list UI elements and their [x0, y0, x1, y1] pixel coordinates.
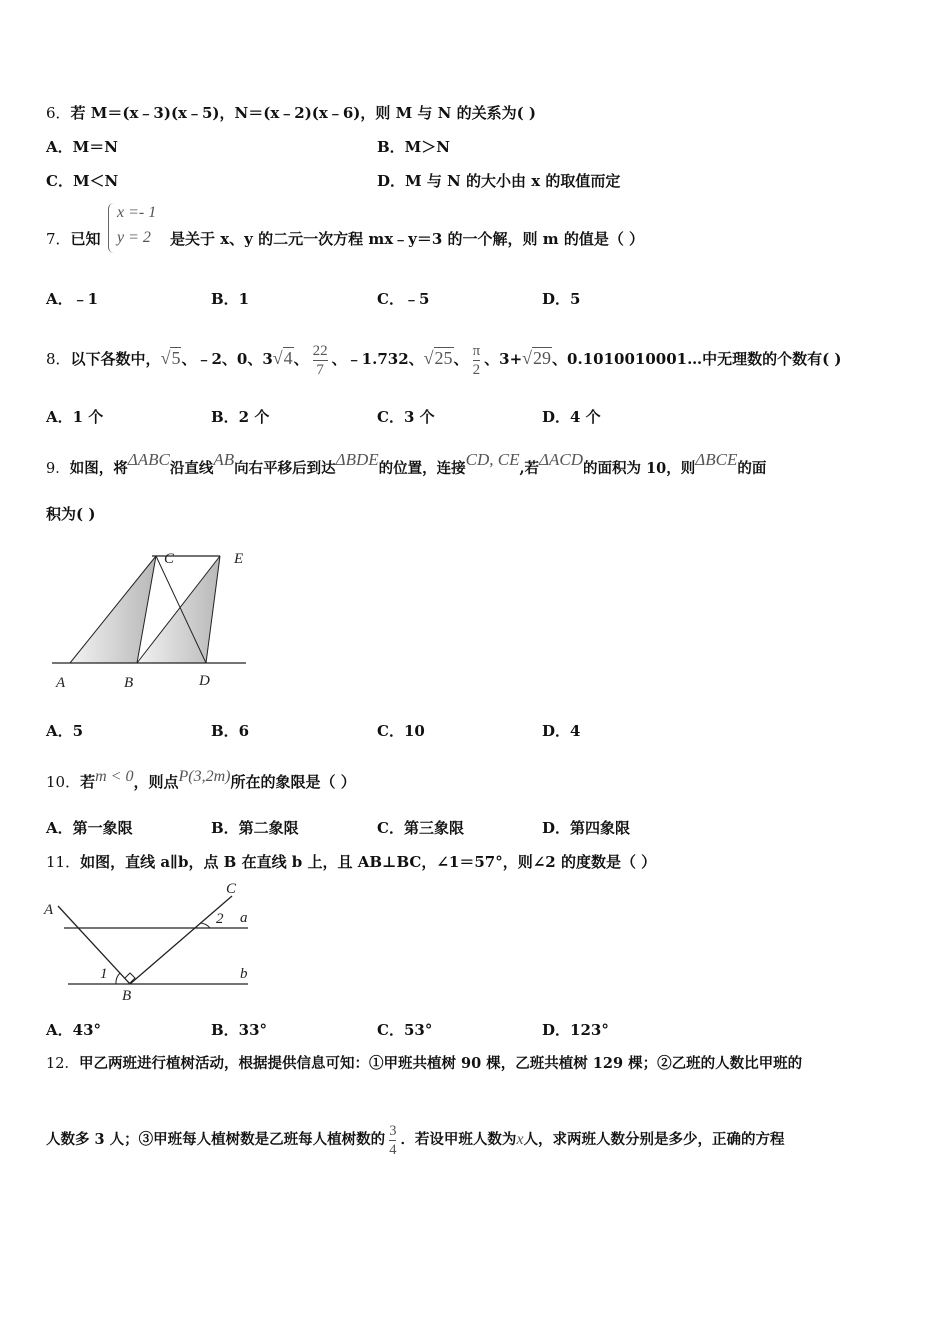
- q11-label-line-b: b: [240, 966, 248, 982]
- q8-post: 、0.1010010001…中无理数的个数有( ): [552, 350, 842, 368]
- q10-number: 10．: [46, 773, 81, 791]
- q8-seg1: 、﹣2、0、3: [181, 350, 273, 368]
- q12-line1: 甲乙两班进行植树活动，根据提供信息可知：①甲班共植树 90 棵，乙班共植树 129 棵；②乙班的人数比甲班的: [78, 1055, 803, 1072]
- q11-label-c: C: [226, 881, 237, 897]
- q8-frac-pi-2: $\frac{\pi}{2}$: [472, 342, 481, 378]
- q9-label-e: E: [234, 551, 244, 567]
- q10-option-c[interactable]: C．第三象限: [377, 819, 464, 837]
- q9-figure: [46, 540, 256, 695]
- q8-seg3: 、﹣1.732、: [331, 350, 424, 368]
- q8-option-a[interactable]: A．1 个: [46, 408, 104, 426]
- q9-option-c[interactable]: C．10: [377, 722, 425, 740]
- q9-t4: 的位置，连接: [378, 460, 466, 477]
- q6-stem: [46, 103, 536, 123]
- q12-fraction: $\frac{3}{4}$: [389, 1122, 397, 1158]
- q9-t1: 如图，将: [69, 460, 128, 477]
- q12-stem-line2: [46, 1116, 785, 1164]
- q8-sqrt29: √29: [522, 348, 552, 368]
- q9-m1: ΔABC: [127, 450, 170, 469]
- q9-option-a[interactable]: A．5: [46, 722, 84, 740]
- q10-t2: ，则点: [133, 773, 179, 791]
- q11-option-a[interactable]: A．43°: [46, 1021, 102, 1039]
- q8-pre: 以下各数中，: [70, 350, 161, 368]
- q9-label-a: A: [56, 675, 66, 691]
- q11-figure: [40, 876, 255, 1006]
- q11-label-a: A: [44, 902, 54, 918]
- q7-number: 7．: [46, 230, 71, 248]
- q11-text: 如图，直线 a∥b，点 B 在直线 b 上，且 AB⊥BC，∠1＝57°，则∠2 的度数是（ ）: [80, 853, 657, 871]
- q11-label-b-point: B: [122, 988, 132, 1004]
- q12-l2b: ．若设甲班人数为: [400, 1131, 517, 1148]
- q11-option-d[interactable]: D．123°: [542, 1021, 609, 1039]
- q9-m3: ΔBDE: [335, 450, 379, 469]
- q7-stem: [46, 229, 101, 249]
- q7-sys-bottom: y = 2: [117, 229, 151, 246]
- q11-segment-ab: [58, 906, 130, 984]
- q9-stem: [46, 440, 766, 489]
- q10-option-d[interactable]: D．第四象限: [542, 819, 631, 837]
- q9-label-c: C: [164, 551, 175, 567]
- q8-frac-22-7: $\frac{22}{7}$: [312, 342, 328, 378]
- q9-option-b[interactable]: B．6: [211, 722, 250, 740]
- q7-option-b[interactable]: B．1: [211, 290, 250, 308]
- q7-post: 是关于 x、y 的二元一次方程 mx﹣y＝3 的一个解，则 m 的值是（ ）: [170, 230, 645, 248]
- q6-option-d[interactable]: D．M 与 N 的大小由 x 的取值而定: [377, 172, 621, 190]
- q9-t6: 的面积为 10，则: [583, 460, 696, 477]
- q10-option-a[interactable]: A．第一象限: [46, 819, 133, 837]
- q7-option-a[interactable]: A．﹣1: [46, 290, 99, 308]
- q8-option-d[interactable]: D．4 个: [542, 408, 601, 426]
- q9-number: 9．: [46, 461, 70, 477]
- q11-option-c[interactable]: C．53°: [377, 1021, 433, 1039]
- q9-m4: CD, CE: [465, 450, 520, 469]
- q8-stem: [46, 336, 842, 380]
- q9-stem-line2: 积为( ): [46, 505, 96, 523]
- q9-m2: AB: [213, 450, 235, 469]
- q8-seg2: 、: [293, 350, 309, 368]
- q10-option-b[interactable]: B．第二象限: [211, 819, 299, 837]
- q9-t5: ,若: [519, 460, 540, 477]
- q8-sqrt25: √25: [423, 348, 453, 368]
- q10-cond: m < 0: [95, 768, 134, 785]
- q7-sys-top: x =- 1: [117, 204, 157, 221]
- q11-label-angle-1: 1: [100, 966, 108, 982]
- q10-point: P(3,2m): [178, 768, 231, 785]
- q6-option-a[interactable]: A．M＝N: [46, 138, 118, 156]
- q10-t3: 所在的象限是（ ）: [230, 773, 356, 791]
- q11-option-b[interactable]: B．33°: [211, 1021, 268, 1039]
- q6-number: 6．: [46, 104, 71, 122]
- q10-t1: 若: [80, 773, 96, 791]
- q7-equation-system: [108, 203, 167, 253]
- q9-label-b: B: [124, 675, 134, 691]
- q9-t7: 的面: [737, 460, 767, 477]
- q11-stem: [46, 852, 656, 872]
- q8-cbrt4: √4: [272, 348, 293, 368]
- q11-angle2-arc: [200, 923, 210, 928]
- q9-label-d: D: [199, 673, 210, 689]
- q12-stem-line1: [46, 1054, 802, 1074]
- q7-option-d[interactable]: D．5: [542, 290, 581, 308]
- q11-segment-bc: [130, 896, 232, 984]
- q8-seg4: 、: [453, 350, 469, 368]
- q12-l2c: 人，求两班人数分别是多少，正确的方程: [523, 1131, 785, 1148]
- q9-t3: 向右平移后到达: [234, 460, 336, 477]
- q8-sqrt5: √5: [160, 348, 181, 368]
- q7-pre: 已知: [70, 230, 101, 248]
- q7-option-c[interactable]: C．﹣5: [377, 290, 430, 308]
- q11-number: 11．: [46, 853, 81, 871]
- q6-text: 若 M＝(x﹣3)(x﹣5)，N＝(x﹣2)(x﹣6)，则 M 与 N 的关系为( ): [70, 104, 537, 122]
- q8-seg5: 、3+: [484, 350, 523, 368]
- q11-label-line-a: a: [240, 910, 248, 926]
- q9-option-d[interactable]: D．4: [542, 722, 581, 740]
- q8-option-b[interactable]: B．2 个: [211, 408, 270, 426]
- q12-var: x: [516, 1131, 524, 1148]
- q8-option-c[interactable]: C．3 个: [377, 408, 435, 426]
- q11-angle1-arc: [116, 973, 120, 984]
- q6-option-c[interactable]: C．M＜N: [46, 172, 119, 190]
- q9-m5: ΔACD: [539, 450, 584, 469]
- q10-stem: [46, 762, 356, 797]
- q8-number: 8．: [46, 350, 71, 368]
- q12-l2a: 人数多 3 人；③甲班每人植树数是乙班每人植树数的: [46, 1131, 386, 1148]
- q12-number: 12．: [46, 1056, 79, 1072]
- q9-t2: 沿直线: [169, 460, 214, 477]
- q9-m6: ΔBCE: [695, 450, 738, 469]
- q11-label-angle-2: 2: [216, 911, 224, 927]
- q6-option-b[interactable]: B．M＞N: [377, 138, 450, 156]
